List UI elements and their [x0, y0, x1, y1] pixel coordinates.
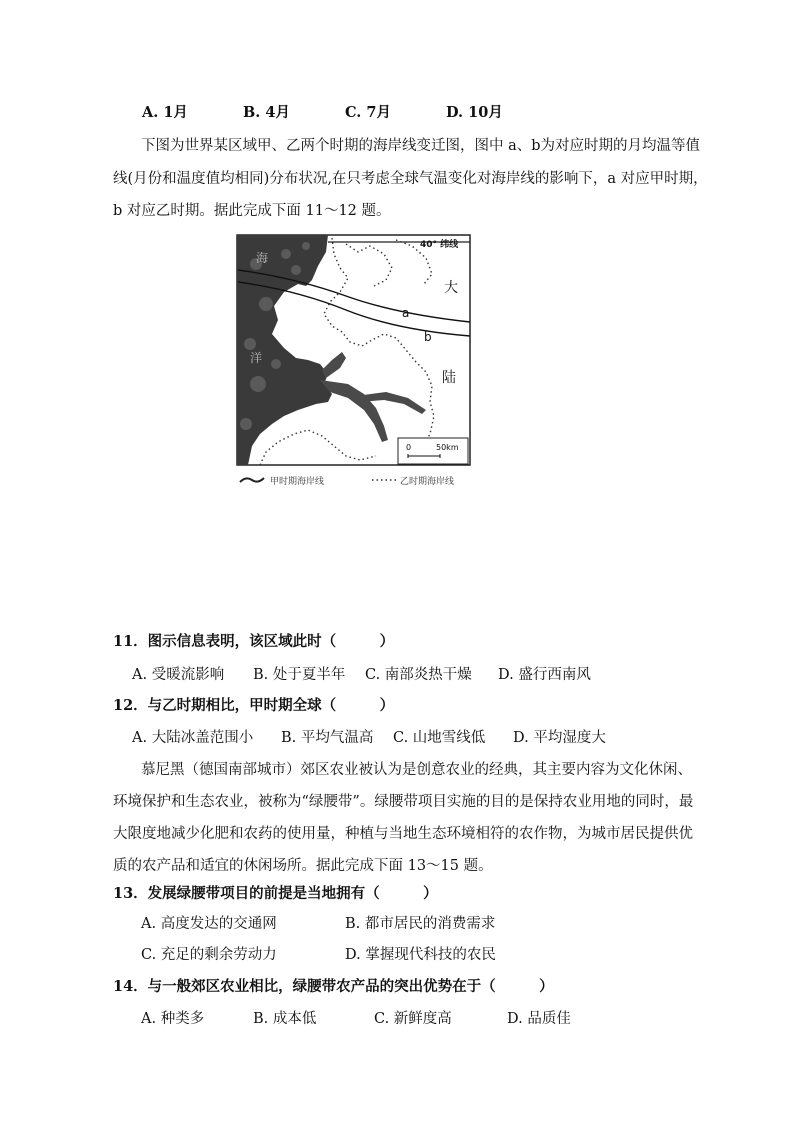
q10-option-a: A. 1月: [142, 104, 188, 121]
coastline-map: [236, 234, 474, 490]
q12-option-b: B. 平均气温高: [281, 730, 374, 746]
q13-option-a: A. 高度发达的交通网: [141, 916, 277, 932]
q14-option-c: C. 新鲜度高: [374, 1011, 452, 1027]
q14-option-a: A. 种类多: [141, 1011, 205, 1027]
q11-option-a: A. 受暖流影响: [132, 667, 225, 683]
intro1-line1: 下图为世界某区域甲、乙两个时期的海岸线变迁图，图中 a、b为对应时期的月均温等值: [141, 138, 701, 154]
land-label-2: 陆: [442, 370, 456, 386]
q11-stem: 11．图示信息表明，该区域此时（ ）: [113, 633, 395, 650]
intro2-line2: 环境保护和生态农业，被称为“绿腰带”。绿腰带项目实施的目的是保持农业用地的同时，最: [113, 794, 694, 810]
q13-stem: 13．发展绿腰带项目的前提是当地拥有（ ）: [113, 885, 438, 902]
q11-option-c: C. 南部炎热干燥: [365, 667, 472, 683]
intro2-line3: 大限度地减少化肥和农药的使用量，种植与当地生态环境相符的农作物，为城市居民提供优: [113, 826, 693, 842]
legend-yi-label: 乙时期海岸线: [400, 477, 455, 487]
land-label-1: 大: [444, 280, 458, 296]
q14-stem: 14．与一般郊区农业相比，绿腰带农产品的突出优势在于（ ）: [113, 978, 554, 995]
coastline-map-figure: [236, 234, 474, 490]
q12-option-a: A. 大陆冰盖范围小: [132, 730, 254, 746]
isotherm-a-label: a: [402, 306, 410, 320]
q11-option-d: D. 盛行西南风: [498, 667, 591, 683]
q13-option-c: C. 充足的剩余劳动力: [141, 947, 277, 963]
q12-option-c: C. 山地雪线低: [393, 730, 486, 746]
intro2-line1: 慕尼黑（德国南部城市）郊区农业被认为是创意农业的经典，其主要内容为文化休闲、: [141, 762, 692, 778]
sea-label-2: 洋: [250, 351, 263, 365]
sea-label-1: 海: [256, 251, 269, 265]
intro1-line2: 线(月份和温度值均相同)分布状况,在只考虑全球气温变化对海岸线的影响下，a 对应甲时期，: [113, 171, 708, 187]
q10-option-b: B. 4月: [243, 104, 290, 121]
scale-value: 50km: [436, 443, 459, 452]
isotherm-b-label: b: [424, 330, 432, 344]
q12-stem: 12．与乙时期相比，甲时期全球（ ）: [113, 697, 395, 714]
intro2-line4: 质的农产品和适宜的休闲场所。据此完成下面 13～15 题。: [113, 858, 493, 874]
q10-option-c: C. 7月: [345, 104, 391, 121]
intro1-line3: b 对应乙时期。据此完成下面 11～12 题。: [113, 203, 391, 219]
q14-option-b: B. 成本低: [253, 1011, 317, 1027]
q13-option-b: B. 都市居民的消费需求: [345, 916, 496, 932]
q11-option-b: B. 处于夏半年: [253, 667, 346, 683]
latitude-label: 40° 纬线: [420, 240, 459, 250]
legend-jia-symbol: [240, 478, 264, 482]
legend-jia-label: 甲时期海岸线: [270, 477, 325, 487]
q12-option-d: D. 平均湿度大: [513, 730, 606, 746]
q14-option-d: D. 品质佳: [507, 1011, 571, 1027]
q13-option-d: D. 掌握现代科技的农民: [345, 947, 496, 963]
scale-zero: 0: [406, 443, 412, 452]
q10-option-d: D. 10月: [446, 104, 503, 121]
